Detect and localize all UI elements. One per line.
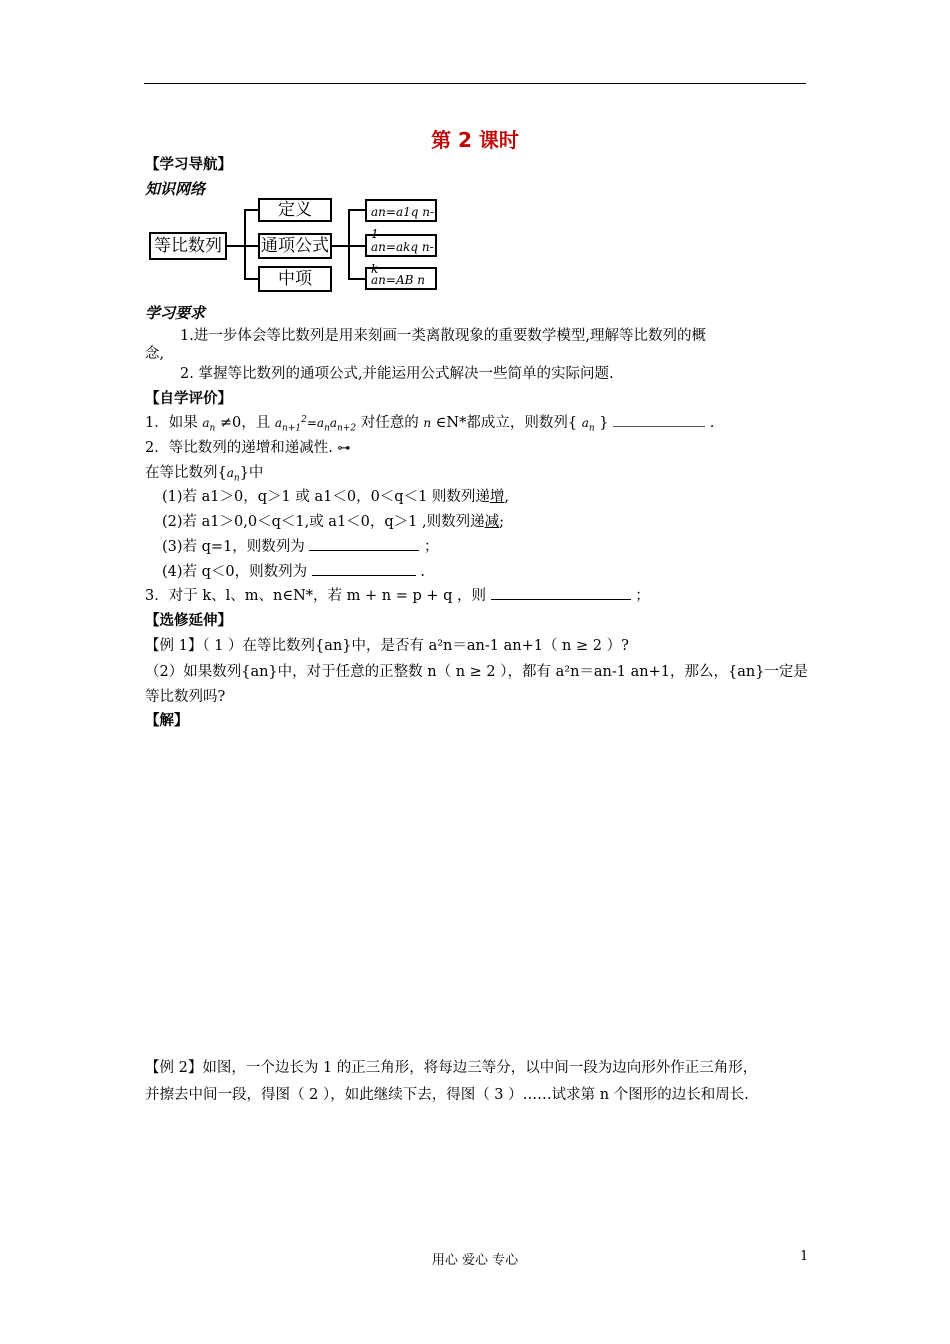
answer-blank[interactable]	[613, 412, 705, 427]
diagram-connector	[332, 245, 349, 247]
section-extension: 【选修延伸】	[145, 613, 232, 629]
diagram-connector	[244, 209, 258, 211]
diagram-connector	[244, 245, 258, 247]
section-selfeval: 【自学评价】	[145, 391, 232, 407]
section-network: 知识网络	[145, 180, 206, 198]
diagram-connector	[227, 245, 245, 247]
diagram-formula-2: an=akq n-k	[365, 234, 437, 257]
case-1: (1)若 a1＞0，q＞1 或 a1＜0，0＜q＜1 则数列递增,	[162, 489, 510, 505]
solution-label: 【解】	[145, 713, 189, 729]
diagram-branch-general-term: 通项公式	[258, 233, 332, 259]
diagram-connector	[244, 278, 258, 280]
diagram-formula-3: an=AB n	[365, 267, 437, 290]
answer-blank[interactable]	[312, 561, 416, 576]
answer-blank[interactable]	[309, 536, 419, 551]
example-2-line-1: 【例 2】如图，一个边长为 1 的正三角形，将每边三等分，以中间一段为边向形外作正三角形，	[145, 1060, 758, 1076]
diagram-branch-definition: 定义	[258, 198, 332, 222]
case-3: (3)若 q=1，则数列为 ；	[162, 535, 439, 556]
example-1-line-3: 等比数列吗?	[145, 689, 226, 705]
case-2: (2)若 a1＞0,0＜q＜1,或 a1＜0，q＞1 ,则数列递减;	[162, 514, 505, 530]
requirement-1: 1.进一步体会等比数列是用来刻画一类离散现象的重要数学模型,理解等比数列的概	[180, 328, 706, 344]
diagram-branch-middle-term: 中项	[258, 266, 332, 292]
diagram-connector	[348, 278, 365, 280]
section-nav: 【学习导航】	[145, 157, 232, 173]
example-1-line-1: 【例 1】（ 1 ）在等比数列{an}中，是否有 a²n＝an-1 an+1（ n ≥ 2 ）?	[145, 638, 629, 654]
diagram-connector	[348, 209, 365, 211]
diagram-root: 等比数列	[149, 232, 227, 260]
case-4: (4)若 q＜0，则数列为 .	[162, 560, 425, 581]
requirement-1-cont: 念,	[145, 346, 165, 362]
example-1-line-2: （2）如果数列{an}中，对于任意的正整数 n（ n ≥ 2 ），都有 a²n＝an-1 an+1，那么，{an}一定是	[145, 664, 808, 680]
scribble-icon: ⊶	[337, 441, 351, 456]
diagram-connector	[348, 245, 365, 247]
example-2-line-2: 并擦去中间一段，得图（ 2 ），如此继续下去，得图（ 3 ）……试求第 n 个图形的边长和周长.	[145, 1087, 749, 1103]
selfeval-q2: 2．等比数列的递增和递减性. ⊶	[145, 440, 351, 456]
requirement-2: 2. 掌握等比数列的通项公式,并能运用公式解决一些简单的实际问题.	[180, 366, 614, 382]
diagram-formula-1: an=a1q n-1	[365, 199, 437, 222]
selfeval-q1: 1．如果 $a_n \ne 0$，且 $a_{n+1}^2=a_na_{n+2}$ 对任意的 n ∈N*都成立，则数列{ $a_n$ } .	[145, 411, 714, 433]
page-number: 1	[800, 1249, 809, 1264]
selfeval-q2-sub: 在等比数列$\{a_n\}$中	[145, 465, 264, 484]
header-rule	[144, 83, 806, 84]
page-title: 第 2 课时	[431, 128, 519, 152]
section-requirements: 学习要求	[145, 304, 206, 322]
selfeval-q3: 3．对于 k、l、m、n∈N*，若 m + n = p + q ，则 ；	[145, 584, 650, 605]
footer-text: 用心 爱心 专心	[431, 1253, 519, 1268]
answer-blank[interactable]	[491, 585, 631, 600]
